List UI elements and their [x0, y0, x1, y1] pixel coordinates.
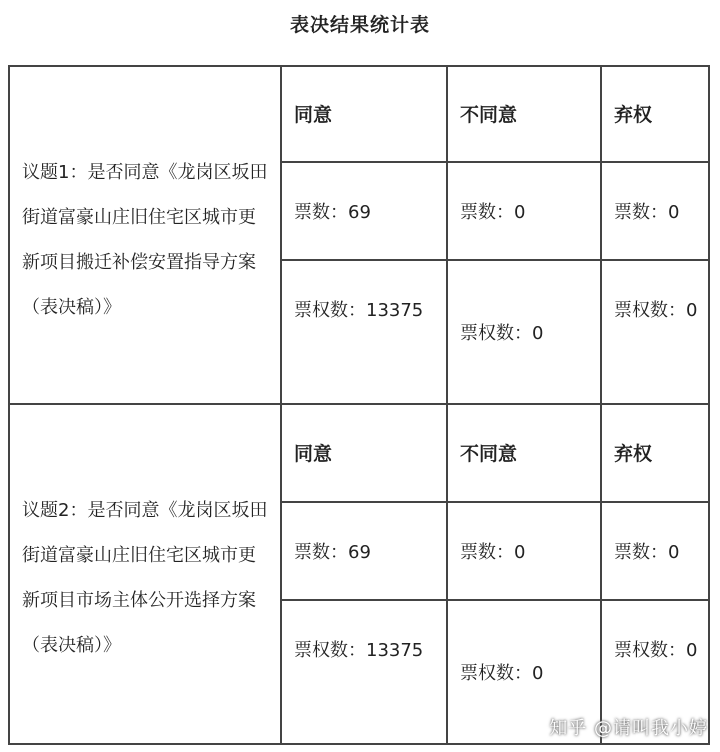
issue-1-count-abstain: 票数：0 — [600, 161, 710, 261]
issue-1-header-agree: 同意 — [280, 65, 448, 163]
issue-2-count-agree: 票数：69 — [280, 501, 448, 601]
issue-2-weight-disagree: 票权数：0 — [446, 599, 602, 745]
issue-1-description-cell — [8, 65, 282, 405]
issue-1-header-disagree: 不同意 — [446, 65, 602, 163]
issue-2-header-disagree: 不同意 — [446, 403, 602, 503]
issue-2-header-abstain: 弃权 — [600, 403, 710, 503]
issue-1-description: 议题1：是否同意《龙岗区坂田街道富豪山庄旧住宅区城市更新项目搬迁补偿安置指导方案（表决稿）》 — [22, 162, 268, 318]
issue-2-weight-abstain: 票权数：0 — [600, 599, 710, 745]
issue-2-count-abstain: 票数：0 — [600, 501, 710, 601]
issue-1-weight-abstain: 票权数：0 — [600, 259, 710, 405]
issue-2-count-disagree: 票数：0 — [446, 501, 602, 601]
issue-1-weight-disagree: 票权数：0 — [446, 259, 602, 405]
issue-2-weight-agree: 票权数：13375 — [280, 599, 448, 745]
watermark: 知乎 @请叫我小婷 — [549, 718, 708, 739]
issue-2-description-cell — [8, 403, 282, 745]
issue-1-header-abstain: 弃权 — [600, 65, 710, 163]
issue-2-description: 议题2：是否同意《龙岗区坂田街道富豪山庄旧住宅区城市更新项目市场主体公开选择方案（表决稿）》 — [22, 500, 268, 656]
table-title: 表决结果统计表 — [289, 14, 430, 36]
issue-1-weight-agree: 票权数：13375 — [280, 259, 448, 405]
voting-results-table — [8, 65, 710, 745]
issue-1-count-agree: 票数：69 — [280, 161, 448, 261]
issue-2-header-agree: 同意 — [280, 403, 448, 503]
issue-1-count-disagree: 票数：0 — [446, 161, 602, 261]
